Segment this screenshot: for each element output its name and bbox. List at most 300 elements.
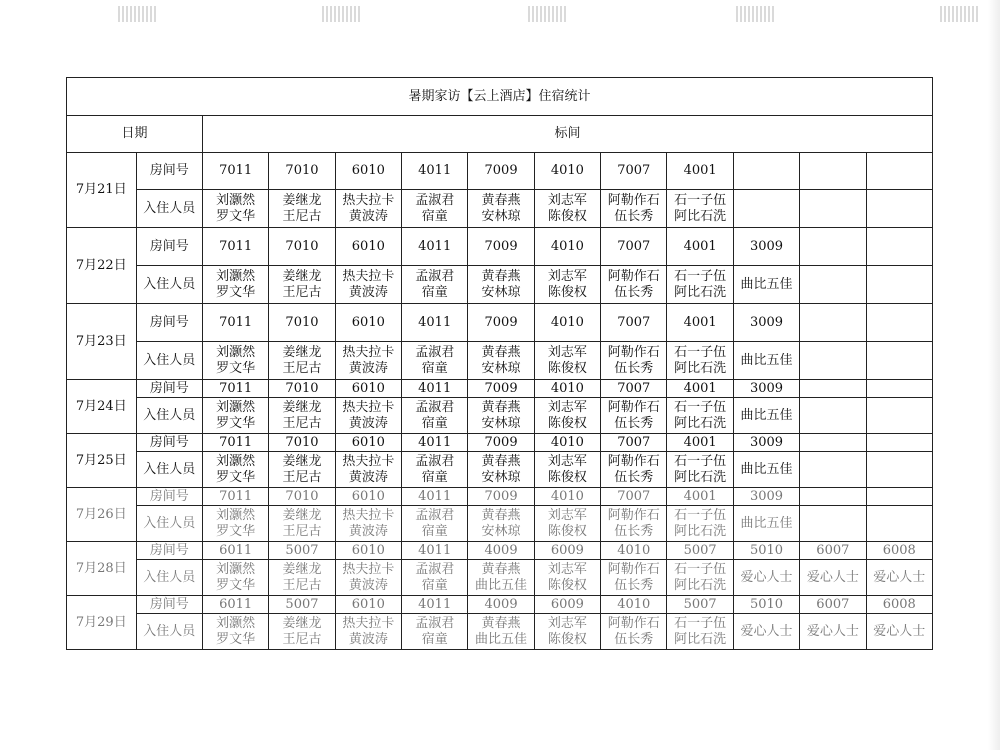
guest-cell xyxy=(468,398,534,434)
date-cell: 7月26日 xyxy=(67,488,137,542)
guest-cell xyxy=(468,342,534,380)
guest-name: 爱心人士 xyxy=(873,623,926,639)
table-row xyxy=(67,266,933,304)
guest-name: 孟淑君 xyxy=(415,561,455,577)
guest-cell xyxy=(866,452,932,488)
guest-cell xyxy=(733,398,799,434)
room-number-cell xyxy=(866,304,932,342)
guest-name: 姜继龙 xyxy=(282,453,322,469)
guest-cell xyxy=(269,560,335,596)
guest-cell xyxy=(402,560,468,596)
guest-cell xyxy=(269,266,335,304)
guest-name: 石一子伍 xyxy=(674,344,727,360)
guest-cell xyxy=(335,398,401,434)
room-number-cell: 7010 xyxy=(269,304,335,342)
guest-name: 陈俊权 xyxy=(547,208,587,224)
guest-name: 阿比石洗 xyxy=(674,208,727,224)
room-number-cell: 7009 xyxy=(468,488,534,506)
guest-name: 罗文华 xyxy=(216,631,256,647)
guest-cell xyxy=(335,266,401,304)
guest-name: 阿勒作石 xyxy=(607,615,660,631)
scan-mark xyxy=(736,6,776,22)
guest-cell xyxy=(667,560,733,596)
guest-cell xyxy=(866,266,932,304)
guest-cell xyxy=(534,452,600,488)
table-row xyxy=(67,614,933,650)
guest-name: 陈俊权 xyxy=(547,415,587,431)
guest-name: 罗文华 xyxy=(216,208,256,224)
room-number-cell: 4010 xyxy=(601,596,667,614)
guest-name: 王尼古 xyxy=(282,360,322,376)
guest-name: 曲比五佳 xyxy=(475,577,528,593)
scan-mark xyxy=(528,6,568,22)
guest-name: 刘灏然 xyxy=(216,453,256,469)
room-number-cell: 6010 xyxy=(335,434,401,452)
guest-name: 刘志军 xyxy=(547,507,587,523)
page-edge xyxy=(988,0,1000,750)
guest-name: 陈俊权 xyxy=(547,360,587,376)
room-number-label: 房间号 xyxy=(136,153,202,190)
guest-cell xyxy=(800,506,866,542)
guests-label: 入住人员 xyxy=(136,398,202,434)
guest-name: 阿勒作石 xyxy=(607,344,660,360)
guest-name: 罗文华 xyxy=(216,415,256,431)
guest-cell xyxy=(335,560,401,596)
room-number-cell: 5007 xyxy=(269,542,335,560)
guest-cell xyxy=(733,560,799,596)
guest-name: 黄春燕 xyxy=(481,453,521,469)
guest-name: 爱心人士 xyxy=(806,623,859,639)
guest-name: 黄波涛 xyxy=(348,284,388,300)
room-number-cell: 6011 xyxy=(202,596,268,614)
guest-cell xyxy=(733,266,799,304)
guest-cell xyxy=(601,266,667,304)
guest-name: 刘灏然 xyxy=(216,507,256,523)
guest-name: 刘志军 xyxy=(547,399,587,415)
guest-cell xyxy=(800,560,866,596)
room-number-cell: 6011 xyxy=(202,542,268,560)
table-row xyxy=(67,342,933,380)
date-cell: 7月25日 xyxy=(67,434,137,488)
room-number-cell: 4009 xyxy=(468,542,534,560)
guest-name: 安林琼 xyxy=(481,208,521,224)
guest-name: 王尼古 xyxy=(282,415,322,431)
guest-name: 热夫拉卡 xyxy=(342,344,395,360)
guest-name: 热夫拉卡 xyxy=(342,268,395,284)
guest-cell xyxy=(866,560,932,596)
room-number-cell: 7007 xyxy=(601,304,667,342)
guest-name: 阿勒作石 xyxy=(607,453,660,469)
room-number-cell: 3009 xyxy=(733,304,799,342)
guest-name: 姜继龙 xyxy=(282,399,322,415)
room-number-cell: 4001 xyxy=(667,488,733,506)
room-number-cell: 4001 xyxy=(667,153,733,190)
guest-cell xyxy=(534,614,600,650)
room-number-cell: 4001 xyxy=(667,380,733,398)
guest-cell xyxy=(667,266,733,304)
room-number-cell: 4010 xyxy=(534,304,600,342)
guest-name: 石一子伍 xyxy=(674,268,727,284)
guest-name: 罗文华 xyxy=(216,469,256,485)
guest-cell xyxy=(733,614,799,650)
guest-cell xyxy=(202,614,268,650)
guest-name: 姜继龙 xyxy=(282,615,322,631)
table-row xyxy=(67,542,933,560)
room-number-cell: 7009 xyxy=(468,380,534,398)
room-number-cell: 4009 xyxy=(468,596,534,614)
guest-name: 黄春燕 xyxy=(481,344,521,360)
guest-name: 热夫拉卡 xyxy=(342,561,395,577)
room-number-cell: 4011 xyxy=(402,542,468,560)
guest-name: 安林琼 xyxy=(481,360,521,376)
guest-cell xyxy=(269,452,335,488)
guest-cell xyxy=(269,614,335,650)
guest-cell xyxy=(468,614,534,650)
guest-name: 刘灏然 xyxy=(216,399,256,415)
guest-name: 石一子伍 xyxy=(674,615,727,631)
guest-name: 姜继龙 xyxy=(282,268,322,284)
guest-name: 爱心人士 xyxy=(873,569,926,585)
room-number-label: 房间号 xyxy=(136,228,202,266)
guest-name: 安林琼 xyxy=(481,284,521,300)
guest-cell xyxy=(534,560,600,596)
guest-name: 孟淑君 xyxy=(415,507,455,523)
guest-cell xyxy=(402,614,468,650)
guest-name: 阿比石洗 xyxy=(674,360,727,376)
guest-name: 石一子伍 xyxy=(674,507,727,523)
guest-name: 王尼古 xyxy=(282,469,322,485)
guest-cell xyxy=(335,506,401,542)
room-number-cell: 7011 xyxy=(202,228,268,266)
date-cell: 7月23日 xyxy=(67,304,137,380)
guest-cell xyxy=(335,614,401,650)
guest-cell xyxy=(468,506,534,542)
room-number-cell: 7011 xyxy=(202,434,268,452)
guest-name: 石一子伍 xyxy=(674,192,727,208)
room-number-cell: 7007 xyxy=(601,380,667,398)
room-number-cell: 6009 xyxy=(534,542,600,560)
guests-label: 入住人员 xyxy=(136,506,202,542)
guest-cell xyxy=(202,398,268,434)
room-number-cell: 4010 xyxy=(601,542,667,560)
room-number-cell xyxy=(866,434,932,452)
guest-name: 阿比石洗 xyxy=(674,577,727,593)
guest-name: 王尼古 xyxy=(282,523,322,539)
guest-name: 爱心人士 xyxy=(806,569,859,585)
room-number-cell: 5007 xyxy=(667,596,733,614)
guest-name: 伍长秀 xyxy=(614,577,654,593)
room-number-cell: 6010 xyxy=(335,596,401,614)
room-number-cell: 5010 xyxy=(733,596,799,614)
room-number-cell: 5007 xyxy=(269,596,335,614)
guest-name: 阿勒作石 xyxy=(607,399,660,415)
room-number-label: 房间号 xyxy=(136,488,202,506)
room-number-cell: 3009 xyxy=(733,488,799,506)
guest-cell xyxy=(468,452,534,488)
guest-cell xyxy=(269,342,335,380)
room-number-cell: 4001 xyxy=(667,304,733,342)
guest-name: 阿比石洗 xyxy=(674,469,727,485)
room-number-cell: 4010 xyxy=(534,153,600,190)
guest-cell xyxy=(202,560,268,596)
guest-name: 热夫拉卡 xyxy=(342,399,395,415)
guest-name: 曲比五佳 xyxy=(740,407,793,423)
guest-name: 孟淑君 xyxy=(415,192,455,208)
guest-name: 陈俊权 xyxy=(547,284,587,300)
guest-cell xyxy=(733,506,799,542)
room-number-cell: 7007 xyxy=(601,153,667,190)
guest-name: 刘灏然 xyxy=(216,344,256,360)
guest-name: 刘灏然 xyxy=(216,561,256,577)
room-number-cell: 6010 xyxy=(335,380,401,398)
guest-name: 曲比五佳 xyxy=(475,631,528,647)
room-number-cell: 4001 xyxy=(667,228,733,266)
room-number-cell xyxy=(733,153,799,190)
guest-cell xyxy=(335,452,401,488)
guest-name: 宿童 xyxy=(421,523,448,539)
guest-name: 罗文华 xyxy=(216,523,256,539)
guest-cell xyxy=(468,190,534,228)
room-number-cell: 6009 xyxy=(534,596,600,614)
guests-label: 入住人员 xyxy=(136,266,202,304)
scan-mark xyxy=(940,6,980,22)
guest-name: 黄波涛 xyxy=(348,208,388,224)
scan-mark xyxy=(118,6,158,22)
guest-name: 阿勒作石 xyxy=(607,561,660,577)
room-type-header: 标间 xyxy=(202,116,932,153)
room-number-cell xyxy=(866,488,932,506)
guest-cell xyxy=(468,266,534,304)
guest-name: 伍长秀 xyxy=(614,469,654,485)
guest-name: 伍长秀 xyxy=(614,415,654,431)
guest-name: 伍长秀 xyxy=(614,208,654,224)
guests-label: 入住人员 xyxy=(136,452,202,488)
guests-label: 入住人员 xyxy=(136,190,202,228)
table-row xyxy=(67,506,933,542)
room-number-cell xyxy=(800,434,866,452)
room-number-label: 房间号 xyxy=(136,542,202,560)
table-row xyxy=(67,560,933,596)
guest-name: 宿童 xyxy=(421,577,448,593)
guest-name: 姜继龙 xyxy=(282,192,322,208)
guest-name: 陈俊权 xyxy=(547,523,587,539)
guest-name: 姜继龙 xyxy=(282,344,322,360)
guest-name: 伍长秀 xyxy=(614,631,654,647)
guest-cell xyxy=(534,190,600,228)
guest-name: 孟淑君 xyxy=(415,615,455,631)
date-cell: 7月21日 xyxy=(67,153,137,228)
date-column-header: 日期 xyxy=(67,116,203,153)
guest-cell xyxy=(800,342,866,380)
table-row xyxy=(67,452,933,488)
room-number-cell: 6007 xyxy=(800,542,866,560)
table-row xyxy=(67,398,933,434)
room-number-cell xyxy=(800,153,866,190)
guest-name: 热夫拉卡 xyxy=(342,615,395,631)
guest-name: 伍长秀 xyxy=(614,523,654,539)
guest-name: 罗文华 xyxy=(216,360,256,376)
room-number-cell: 7010 xyxy=(269,380,335,398)
guest-name: 安林琼 xyxy=(481,415,521,431)
guest-cell xyxy=(866,190,932,228)
room-number-cell: 6008 xyxy=(866,542,932,560)
guest-name: 宿童 xyxy=(421,415,448,431)
room-number-cell: 7009 xyxy=(468,228,534,266)
guest-cell xyxy=(202,506,268,542)
room-number-cell: 7011 xyxy=(202,304,268,342)
guest-cell xyxy=(667,452,733,488)
guest-cell xyxy=(468,560,534,596)
guest-cell xyxy=(866,506,932,542)
room-number-cell: 7011 xyxy=(202,488,268,506)
guest-name: 热夫拉卡 xyxy=(342,453,395,469)
guest-cell xyxy=(601,560,667,596)
guest-name: 石一子伍 xyxy=(674,399,727,415)
room-number-cell: 7011 xyxy=(202,380,268,398)
guest-name: 黄波涛 xyxy=(348,523,388,539)
guest-name: 刘志军 xyxy=(547,268,587,284)
guest-cell xyxy=(800,190,866,228)
guest-name: 孟淑君 xyxy=(415,344,455,360)
guest-name: 王尼古 xyxy=(282,577,322,593)
table-title: 暑期家访【云上酒店】住宿统计 xyxy=(67,78,933,116)
guest-name: 伍长秀 xyxy=(614,360,654,376)
guest-name: 刘志军 xyxy=(547,615,587,631)
guest-cell xyxy=(601,452,667,488)
guest-name: 热夫拉卡 xyxy=(342,192,395,208)
guest-name: 陈俊权 xyxy=(547,577,587,593)
room-number-cell: 7009 xyxy=(468,153,534,190)
guest-cell xyxy=(866,342,932,380)
guest-name: 王尼古 xyxy=(282,284,322,300)
guest-name: 安林琼 xyxy=(481,469,521,485)
guest-cell xyxy=(202,190,268,228)
guest-name: 孟淑君 xyxy=(415,453,455,469)
guest-name: 王尼古 xyxy=(282,631,322,647)
room-number-cell: 4011 xyxy=(402,380,468,398)
guest-cell xyxy=(667,614,733,650)
guest-name: 罗文华 xyxy=(216,577,256,593)
room-number-label: 房间号 xyxy=(136,380,202,398)
guest-cell xyxy=(402,452,468,488)
guest-cell xyxy=(800,452,866,488)
guest-name: 刘灏然 xyxy=(216,615,256,631)
guest-name: 黄波涛 xyxy=(348,469,388,485)
scan-mark xyxy=(322,6,362,22)
room-number-cell: 6007 xyxy=(800,596,866,614)
guest-cell xyxy=(601,342,667,380)
guest-name: 刘灏然 xyxy=(216,268,256,284)
guest-name: 曲比五佳 xyxy=(740,276,793,292)
guest-name: 阿比石洗 xyxy=(674,631,727,647)
table-row xyxy=(67,190,933,228)
guest-name: 姜继龙 xyxy=(282,507,322,523)
guest-name: 黄春燕 xyxy=(481,399,521,415)
room-number-cell: 4010 xyxy=(534,228,600,266)
guest-name: 宿童 xyxy=(421,284,448,300)
room-number-cell: 7011 xyxy=(202,153,268,190)
guest-name: 孟淑君 xyxy=(415,399,455,415)
guest-name: 伍长秀 xyxy=(614,284,654,300)
guest-name: 爱心人士 xyxy=(740,569,793,585)
guest-name: 曲比五佳 xyxy=(740,515,793,531)
room-number-cell xyxy=(800,304,866,342)
room-number-cell: 4011 xyxy=(402,434,468,452)
table-row xyxy=(67,153,933,190)
guest-name: 宿童 xyxy=(421,469,448,485)
guest-name: 刘志军 xyxy=(547,453,587,469)
room-number-cell: 6010 xyxy=(335,488,401,506)
room-number-cell: 6010 xyxy=(335,542,401,560)
guest-cell xyxy=(202,266,268,304)
room-number-cell: 7010 xyxy=(269,434,335,452)
guest-name: 姜继龙 xyxy=(282,561,322,577)
guest-cell xyxy=(733,342,799,380)
guest-name: 孟淑君 xyxy=(415,268,455,284)
guest-name: 热夫拉卡 xyxy=(342,507,395,523)
guest-cell xyxy=(733,190,799,228)
guest-cell xyxy=(202,342,268,380)
guest-name: 黄春燕 xyxy=(481,561,521,577)
room-number-cell: 4011 xyxy=(402,488,468,506)
room-number-cell: 4011 xyxy=(402,228,468,266)
table-row xyxy=(67,228,933,266)
guest-name: 安林琼 xyxy=(481,523,521,539)
room-number-label: 房间号 xyxy=(136,434,202,452)
guest-cell xyxy=(534,342,600,380)
guest-name: 黄波涛 xyxy=(348,631,388,647)
guest-name: 刘志军 xyxy=(547,192,587,208)
guests-label: 入住人员 xyxy=(136,342,202,380)
guest-cell xyxy=(269,398,335,434)
room-number-cell: 6010 xyxy=(335,228,401,266)
guest-cell xyxy=(534,506,600,542)
guest-cell xyxy=(202,452,268,488)
date-cell: 7月29日 xyxy=(67,596,137,650)
guest-cell xyxy=(866,614,932,650)
room-number-cell: 3009 xyxy=(733,434,799,452)
guest-cell xyxy=(402,342,468,380)
room-number-cell: 4011 xyxy=(402,596,468,614)
guest-name: 黄春燕 xyxy=(481,507,521,523)
room-number-cell: 3009 xyxy=(733,228,799,266)
guest-name: 阿比石洗 xyxy=(674,523,727,539)
guest-name: 黄波涛 xyxy=(348,360,388,376)
guest-cell xyxy=(601,614,667,650)
guest-name: 阿勒作石 xyxy=(607,268,660,284)
guest-cell xyxy=(534,266,600,304)
guest-cell xyxy=(667,398,733,434)
room-number-cell: 7009 xyxy=(468,304,534,342)
room-number-cell: 6008 xyxy=(866,596,932,614)
guest-name: 刘志军 xyxy=(547,561,587,577)
room-number-cell xyxy=(866,228,932,266)
guest-name: 曲比五佳 xyxy=(740,461,793,477)
room-number-cell: 4010 xyxy=(534,380,600,398)
room-number-cell: 4001 xyxy=(667,434,733,452)
guest-name: 罗文华 xyxy=(216,284,256,300)
guest-name: 阿比石洗 xyxy=(674,415,727,431)
guest-cell xyxy=(667,342,733,380)
room-number-cell xyxy=(800,228,866,266)
guest-name: 石一子伍 xyxy=(674,561,727,577)
guest-cell xyxy=(800,614,866,650)
guest-name: 阿比石洗 xyxy=(674,284,727,300)
guest-cell xyxy=(402,190,468,228)
room-number-cell: 4010 xyxy=(534,488,600,506)
guest-name: 宿童 xyxy=(421,631,448,647)
guest-name: 黄波涛 xyxy=(348,577,388,593)
